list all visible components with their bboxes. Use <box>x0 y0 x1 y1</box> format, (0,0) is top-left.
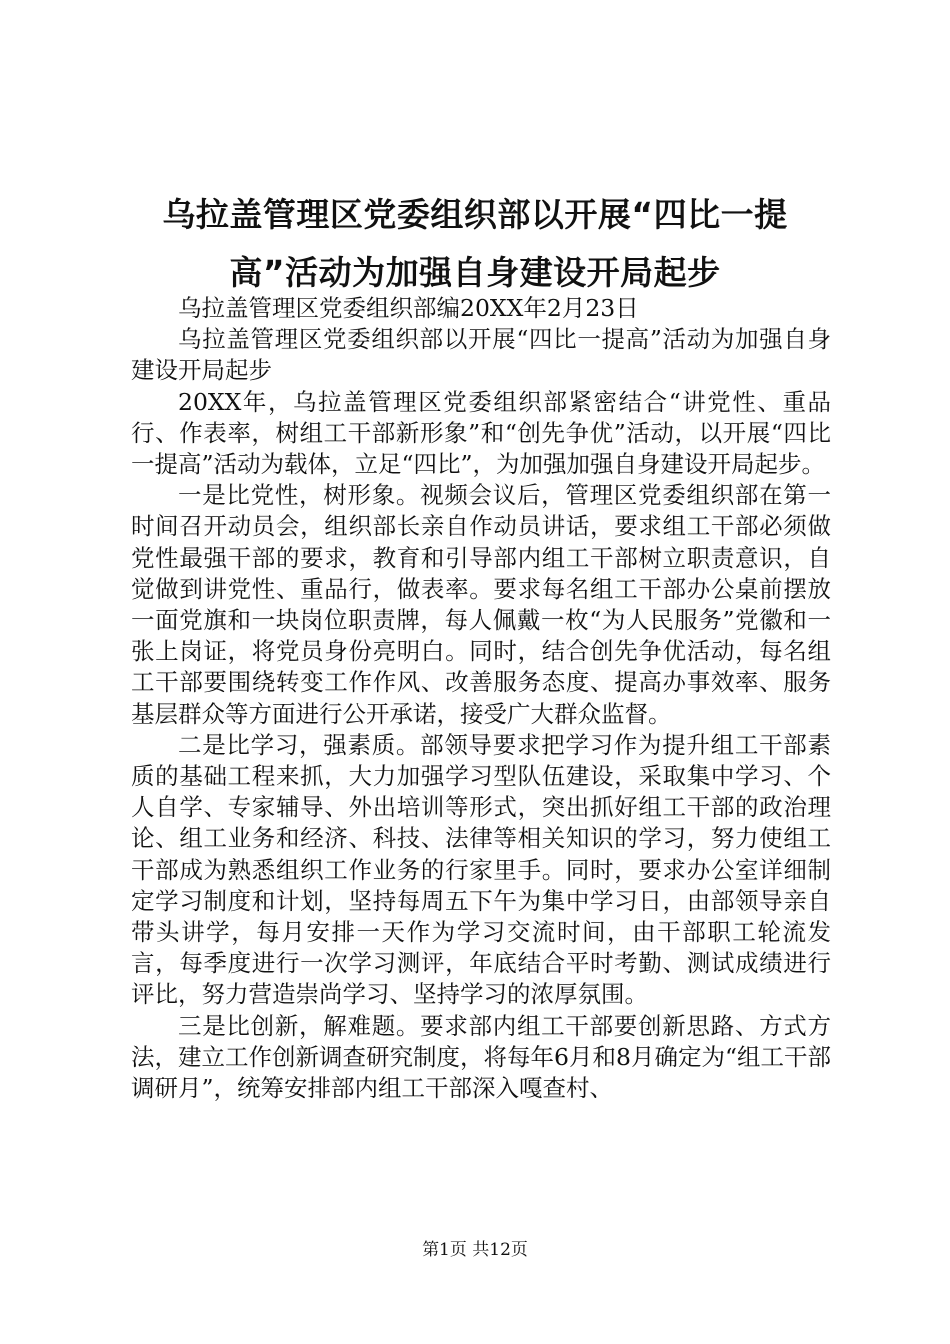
byline: 乌拉盖管理区党委组织部编20XX年2月23日 <box>178 294 639 322</box>
document-title <box>100 186 850 302</box>
paragraph-intro: 20XX年，乌拉盖管理区党委组织部紧密结合“讲党性、重品行、作表率，树组工干部新形象”和“创先争优”活动，以开展“四比一提高”活动为载体，立足“四比”，为加强加强自身建设开局起步。 <box>131 387 831 479</box>
paragraph-party-spirit: 一是比党性，树形象。视频会议后，管理区党委组织部在第一时间召开动员会，组织部长亲自作动员讲话，要求组工干部必须做党性最强干部的要求，教育和引导部内组工干部树立职责意识，自觉做到讲党性、重品行，做表率。要求每名组工干部办公桌前摆放一面党旗和一块岗位职责牌，每人佩戴一枚“为人民服务”党徽和一张上岗证，将党员身份亮明白。同时，结合创先争优活动，每名组工干部要围绕转变工作作风、改善服务态度、提高办事效率、服务基层群众等方面进行公开承诺，接受广大群众监督。 <box>131 481 831 728</box>
paragraph-innovation: 三是比创新，解难题。要求部内组工干部要创新思路、方式方法，建立工作创新调查研究制度，将每年6月和8月确定为“组工干部调研月”，统筹安排部内组工干部深入嘎查村、 <box>131 1011 831 1103</box>
paragraph-study: 二是比学习，强素质。部领导要求把学习作为提升组工干部素质的基础工程来抓，大力加强学习型队伍建设，采取集中学习、个人自学、专家辅导、外出培训等形式，突出抓好组工干部的政治理论、组工业务和经济、科技、法律等相关知识的学习，努力使组工干部成为熟悉组织工作业务的行家里手。同时，要求办公室详细制定学习制度和计划，坚持每周五下午为集中学习日，由部领导亲自带头讲学，每月安排一天作为学习交流时间，由干部职工轮流发言，每季度进行一次学习测评，年底结合平时考勤、测试成绩进行评比，努力营造崇尚学习、坚持学习的浓厚氛围。 <box>131 730 831 1009</box>
subtitle-paragraph: 乌拉盖管理区党委组织部以开展“四比一提高”活动为加强自身建设开局起步 <box>131 325 831 385</box>
title-line-2: 高”活动为加强自身建设开局起步 <box>229 253 721 292</box>
page-footer <box>0 1239 950 1261</box>
document-body <box>131 293 831 1104</box>
page-number: 第1页 <box>422 1240 467 1260</box>
title-line-1: 乌拉盖管理区党委组织部以开展“四比一提 <box>162 195 788 234</box>
page-total: 共12页 <box>472 1240 528 1260</box>
